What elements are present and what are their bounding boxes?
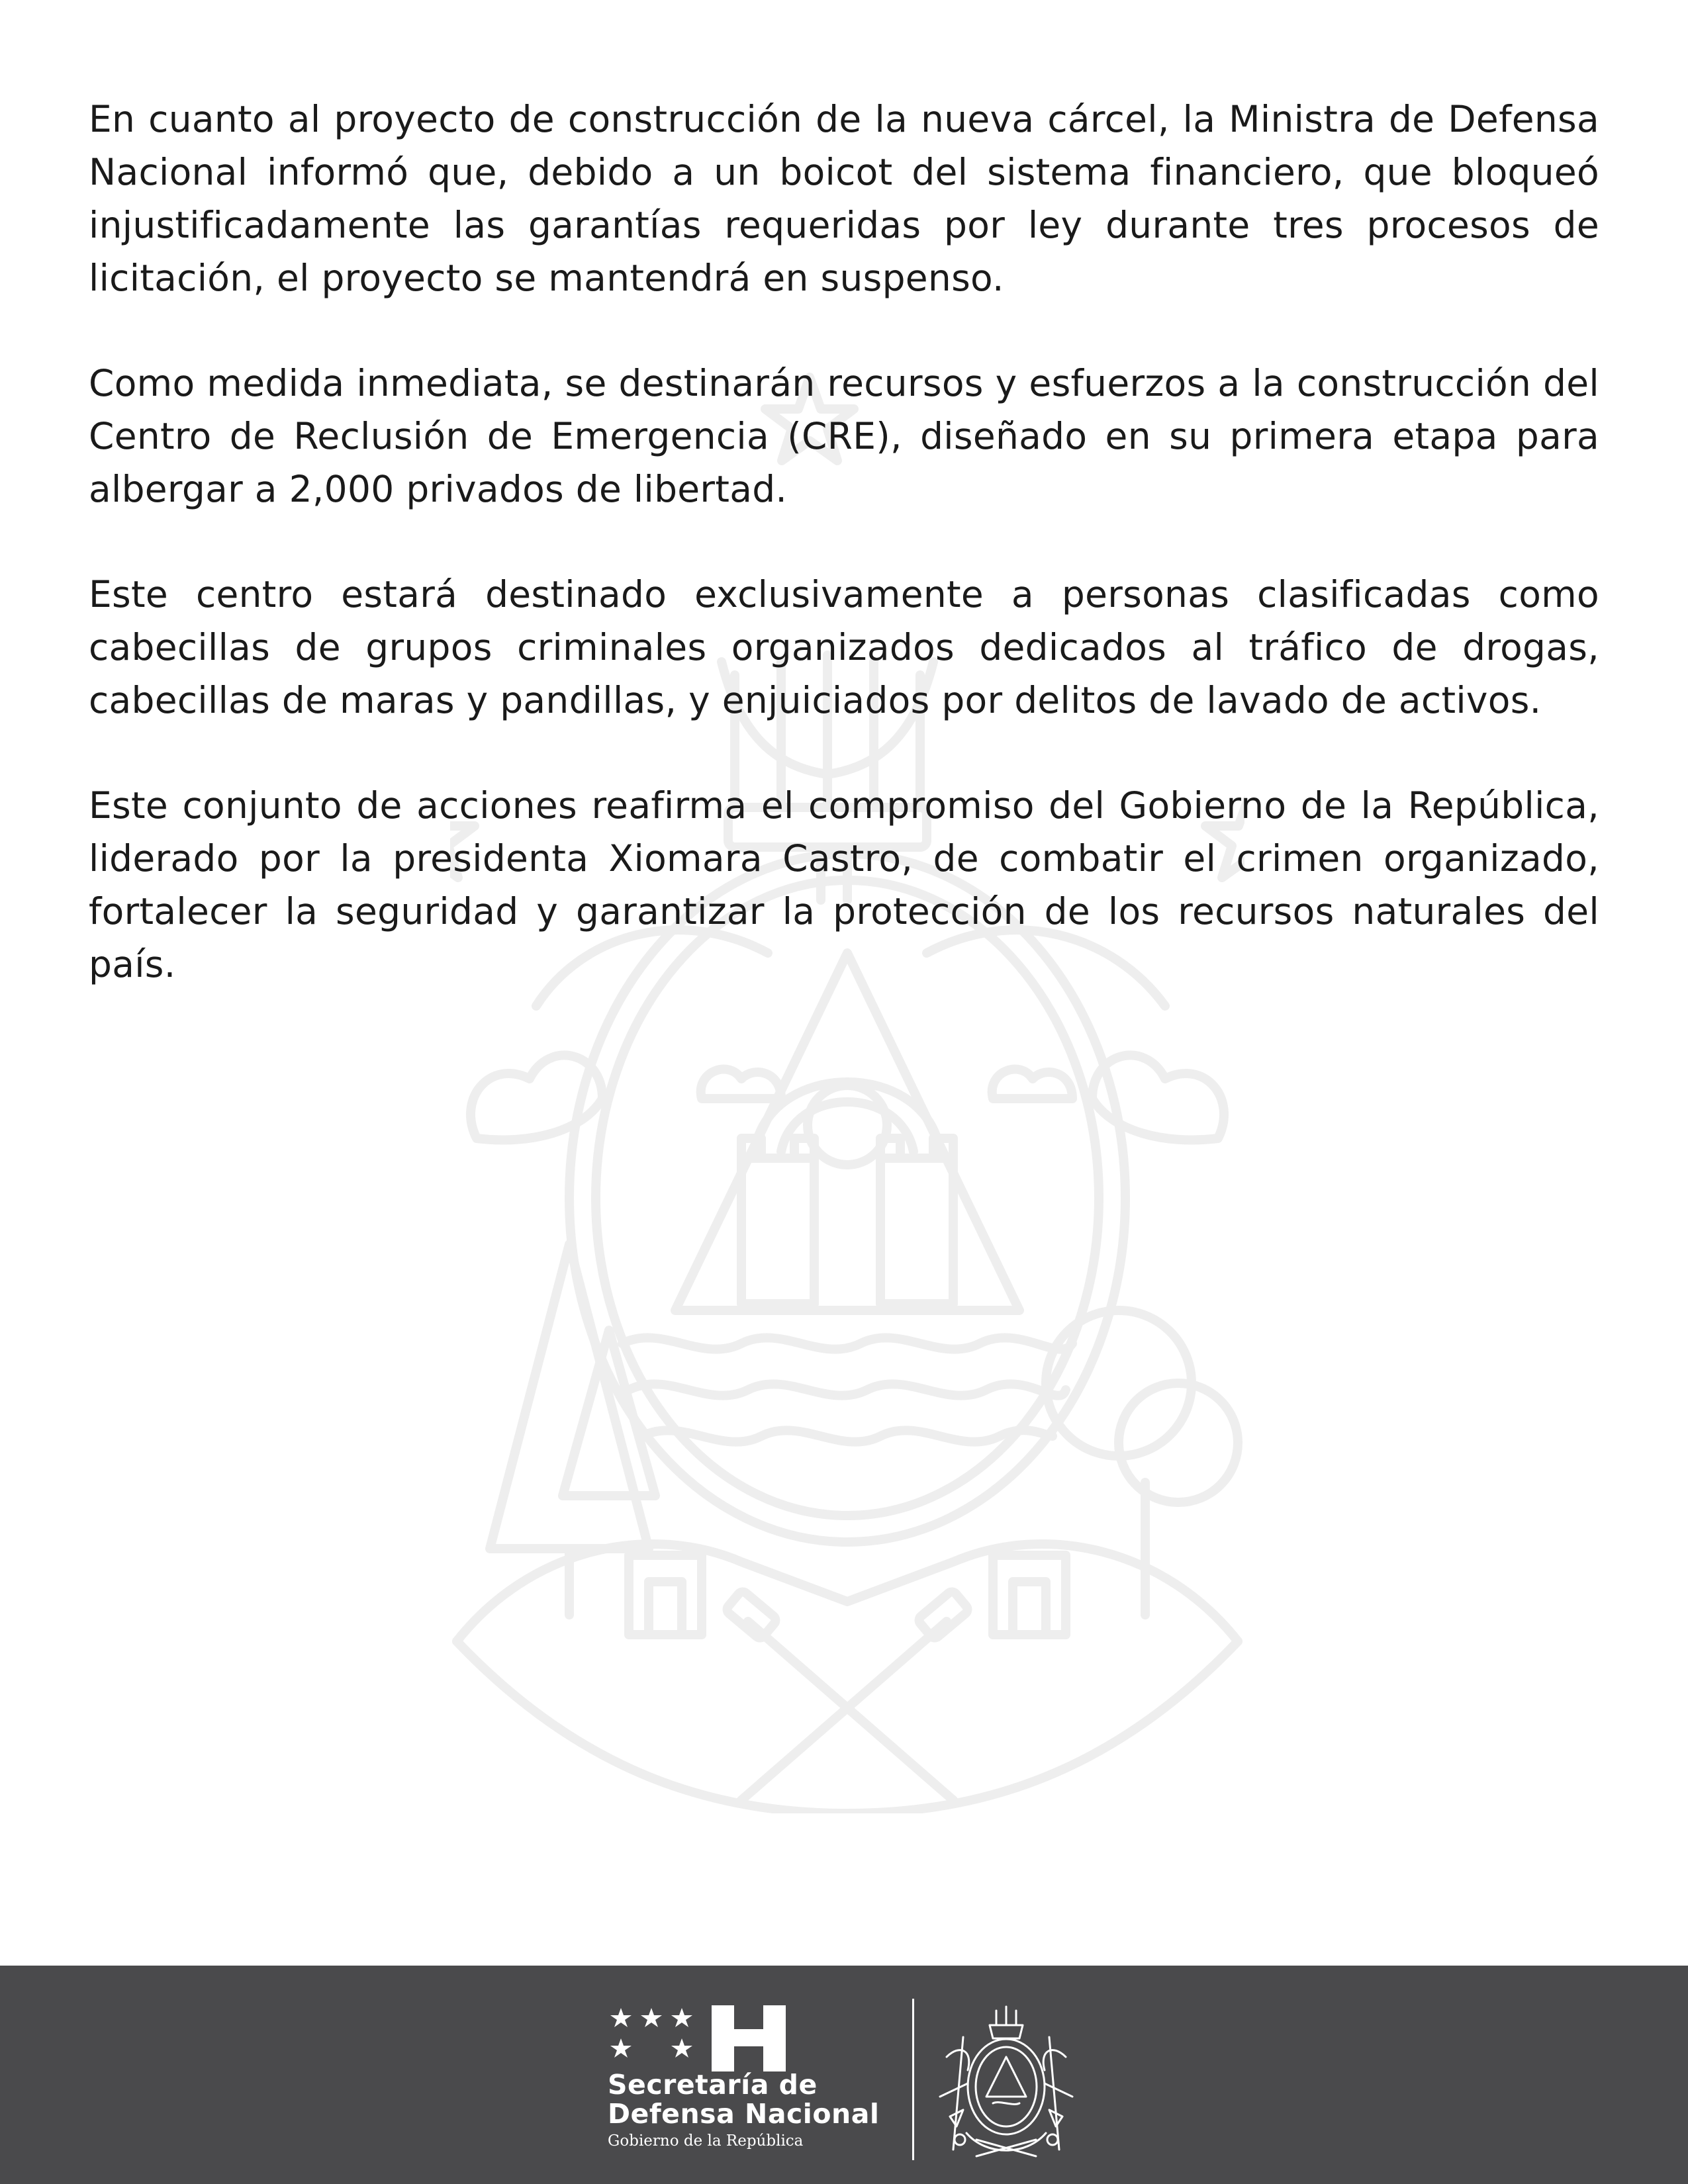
paragraph: Como medida inmediata, se destinarán recursos y esfuerzos a la construcción del Centro de Reclusión de Emergencia (CRE), diseñado en su primera etapa para albergar a 2,000 privados de libertad.: [89, 362, 1599, 510]
secretaria-logo: [608, 2005, 912, 2158]
five-stars-icon: [608, 2005, 707, 2071]
footer-bar: [0, 1966, 1688, 2184]
paragraph: Este centro estará destinado exclusivamente a personas clasificadas como cabecillas de grupos criminales organizados dedicados al tráfico de drogas, cabecillas de maras y pandillas, y enjuiciados por delitos de lavado de activos.: [89, 573, 1599, 721]
h-letter-icon: [712, 2005, 786, 2071]
document-body: [89, 93, 1599, 1043]
secretaria-line2: Defensa Nacional: [608, 2098, 880, 2130]
paragraph: Este conjunto de acciones reafirma el compromiso del Gobierno de la República, liderado por la presidenta Xiomara Castro, de combatir el crimen organizado, fortalecer la seguridad y garantizar la protección de los recursos naturales del país.: [89, 784, 1599, 985]
footer-divider: [912, 1999, 914, 2160]
gobierno-line: Gobierno de la República: [608, 2132, 804, 2150]
coat-of-arms-icon: [927, 1997, 1086, 2163]
secretaria-line1: Secretaría de: [608, 2069, 818, 2101]
paragraph: En cuanto al proyecto de construcción de la nueva cárcel, la Ministra de Defensa Nacional informó que, debido a un boicot del sistema financiero, que bloqueó injustificadamente las garantías requeridas por ley durante tres procesos de licitación, el proyecto se mantendrá en suspenso.: [89, 98, 1599, 299]
